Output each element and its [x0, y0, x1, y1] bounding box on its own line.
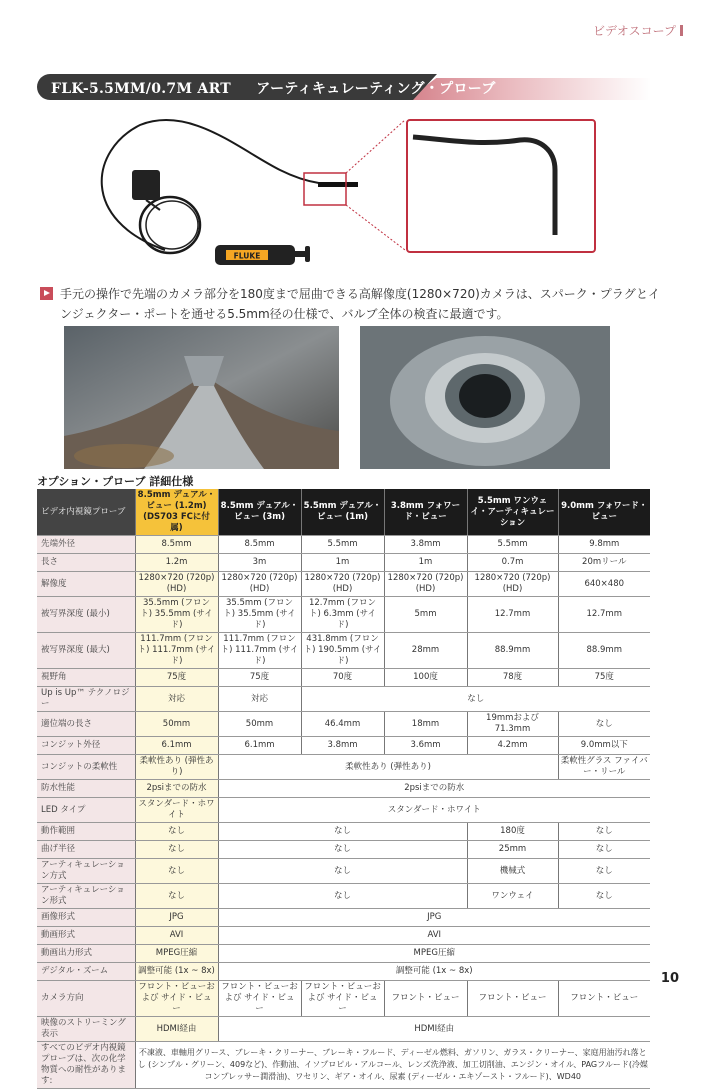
- table-row: [37, 1042, 650, 1089]
- table-cell: 1280×720 (720p) (HD): [467, 572, 558, 597]
- column-header: 8.5mm デュアル・ビュー (3m): [218, 489, 301, 536]
- table-row: [37, 981, 650, 1017]
- row-label: 先端外径: [37, 536, 135, 554]
- table-cell: 9.8mm: [558, 536, 650, 554]
- spec-table: [37, 489, 650, 1089]
- table-cell: 3.8mm: [384, 536, 467, 554]
- table-cell: ワンウェイ: [467, 884, 558, 909]
- table-row: [37, 823, 650, 841]
- table-cell: 35.5mm (フロント) 35.5mm (サイド): [135, 597, 218, 633]
- table-row: [37, 780, 650, 798]
- row-label: デジタル・ズーム: [37, 963, 135, 981]
- table-cell: 6.1mm: [218, 737, 301, 755]
- table-cell: 25mm: [467, 841, 558, 859]
- table-cell: なし: [135, 823, 218, 841]
- table-cell: 431.8mm (フロント) 190.5mm (サイド): [301, 633, 384, 669]
- section-tag: [593, 22, 683, 39]
- page-number: 10: [660, 971, 679, 986]
- table-cell: 5.5mm: [301, 536, 384, 554]
- table-cell: 柔軟性あり (弾性あり): [135, 755, 218, 780]
- table-cell: 機械式: [467, 859, 558, 884]
- table-cell: 1280×720 (720p) (HD): [218, 572, 301, 597]
- table-row: [37, 712, 650, 737]
- table-cell: 1.2m: [135, 554, 218, 572]
- row-label: 曲げ半径: [37, 841, 135, 859]
- row-label: 動作範囲: [37, 823, 135, 841]
- row-label: カメラ方向: [37, 981, 135, 1017]
- row-label: 視野角: [37, 669, 135, 687]
- table-cell: 88.9mm: [558, 633, 650, 669]
- table-cell: MPEG圧縮: [218, 945, 650, 963]
- table-cell: 8.5mm: [218, 536, 301, 554]
- row-label: すべてのビデオ内視鏡プローブは、次の化学物質への耐性があります:: [37, 1042, 135, 1089]
- row-label: 被写界深度 (最大): [37, 633, 135, 669]
- table-cell: 対応: [135, 687, 218, 712]
- table-cell: なし: [558, 884, 650, 909]
- model-number: FLK-5.5MM/0.7M ART: [51, 81, 232, 97]
- table-row: [37, 927, 650, 945]
- table-cell: AVI: [218, 927, 650, 945]
- column-header: 8.5mm デュアル・ビュー (1.2m) (DS703 FCに付属): [135, 489, 218, 536]
- row-label: 解像度: [37, 572, 135, 597]
- page-title: [51, 78, 496, 98]
- column-header: 5.5mm ワンウェイ・アーティキュレーション: [467, 489, 558, 536]
- table-cell: 111.7mm (フロント) 111.7mm (サイド): [218, 633, 301, 669]
- table-row: [37, 687, 650, 712]
- column-header: 3.8mm フォワード・ビュー: [384, 489, 467, 536]
- table-row: [37, 554, 650, 572]
- table-cell: 9.0mm以下: [558, 737, 650, 755]
- row-label: 動画出力形式: [37, 945, 135, 963]
- product-name: アーティキュレーティング・プローブ: [256, 81, 496, 97]
- table-cell: 111.7mm (フロント) 111.7mm (サイド): [135, 633, 218, 669]
- table-cell: 1m: [301, 554, 384, 572]
- table-cell: 3m: [218, 554, 301, 572]
- table-cell: 6.1mm: [135, 737, 218, 755]
- row-label: アーティキュレーション方式: [37, 859, 135, 884]
- row-label: コンジット外径: [37, 737, 135, 755]
- description-text: 手元の操作で先端のカメラ部分を180度まで屈曲できる高解像度(1280×720)カメラは、スパーク・プラグとインジェクター・ポートを通せる5.5mm径の仕様で、バルブ全体の検査に最適です。: [60, 287, 661, 321]
- column-header: 9.0mm フォワード・ビュー: [558, 489, 650, 536]
- table-cell: なし: [218, 859, 467, 884]
- connector-icon: [132, 170, 160, 200]
- row-label: LED タイプ: [37, 798, 135, 823]
- table-cell: 5.5mm: [467, 536, 558, 554]
- table-cell: 1280×720 (720p) (HD): [135, 572, 218, 597]
- table-cell: 1m: [384, 554, 467, 572]
- table-cell: 12.7mm: [558, 597, 650, 633]
- column-header: 5.5mm デュアル・ビュー (1m): [301, 489, 384, 536]
- table-row: [37, 737, 650, 755]
- product-description: [40, 284, 660, 324]
- table-row: [37, 963, 650, 981]
- title-banner: [37, 74, 651, 100]
- table-cell: 78度: [467, 669, 558, 687]
- table-cell: なし: [558, 823, 650, 841]
- table-cell: なし: [135, 884, 218, 909]
- table-cell: フロント・ビュー: [384, 981, 467, 1017]
- table-cell: 50mm: [135, 712, 218, 737]
- table-cell: フロント・ビュー: [467, 981, 558, 1017]
- bore-photo: [360, 326, 610, 469]
- table-cell: なし: [218, 884, 467, 909]
- row-label: 防水性能: [37, 780, 135, 798]
- section-tag-label: ビデオスコープ: [592, 24, 676, 38]
- table-cell: 調整可能 (1x ~ 8x): [218, 963, 650, 981]
- table-cell: 3.8mm: [301, 737, 384, 755]
- table-cell: フロント・ビューおよび サイド・ビュー: [135, 981, 218, 1017]
- table-cell: なし: [218, 841, 467, 859]
- zoom-marker-small: [304, 173, 346, 205]
- table-cell: 75度: [218, 669, 301, 687]
- table-row: [37, 536, 650, 554]
- table-cell: 75度: [135, 669, 218, 687]
- table-cell: なし: [558, 841, 650, 859]
- table-cell: 180度: [467, 823, 558, 841]
- cable-coil: [140, 197, 200, 253]
- row-label: 被写界深度 (最小): [37, 597, 135, 633]
- table-cell: 19mmおよび71.3mm: [467, 712, 558, 737]
- table-cell: 1280×720 (720p) (HD): [384, 572, 467, 597]
- chemical-resistance-cell: 不凍液、車軸用グリース、ブレーキ・クリーナー、ブレーキ・フルード、ディーゼル燃料、ガソリン、ガラス・クリーナー、家庭用油汚れ落とし (シンプル・グリーン、409など)、作動油、イソプロピル・アルコール、レンズ洗浄液、加工切削油、エンジン・オイル、PAGフルード(冷媒コンプレッサー潤滑油)、ワセリン、ギア・オイル、尿素 (ディーゼル・エキゾースト・フルード)、WD40: [135, 1042, 650, 1089]
- table-cell: 3.6mm: [384, 737, 467, 755]
- row-label: 長さ: [37, 554, 135, 572]
- table-cell: フロント・ビューおよび サイド・ビュー: [301, 981, 384, 1017]
- table-cell: なし: [135, 859, 218, 884]
- row-label: アーティキュレーション形式: [37, 884, 135, 909]
- table-cell: 20mリール: [558, 554, 650, 572]
- table-cell: なし: [301, 687, 650, 712]
- table-cell: 100度: [384, 669, 467, 687]
- brand-label: FLUKE: [233, 251, 261, 261]
- row-label: コンジットの柔軟性: [37, 755, 135, 780]
- product-image: [80, 110, 640, 280]
- table-row: [37, 597, 650, 633]
- table-cell: 28mm: [384, 633, 467, 669]
- table-row: [37, 755, 650, 780]
- table-cell: 柔軟性グラス ファイバー・リール: [558, 755, 650, 780]
- table-cell: 1280×720 (720p) (HD): [301, 572, 384, 597]
- table-cell: 柔軟性あり (弾性あり): [218, 755, 558, 780]
- table-cell: JPG: [135, 909, 218, 927]
- table-cell: 5mm: [384, 597, 467, 633]
- spec-table-heading: オプション・プローブ 詳細仕様: [37, 475, 194, 488]
- table-cell: 対応: [218, 687, 301, 712]
- table-cell: 640×480: [558, 572, 650, 597]
- table-row: [37, 633, 650, 669]
- section-tag-marker: [680, 25, 683, 36]
- table-cell: 88.9mm: [467, 633, 558, 669]
- table-cell: なし: [558, 712, 650, 737]
- table-cell: JPG: [218, 909, 650, 927]
- table-row: [37, 669, 650, 687]
- table-cell: 8.5mm: [135, 536, 218, 554]
- table-cell: 46.4mm: [301, 712, 384, 737]
- row-label: 映像のストリーミング表示: [37, 1017, 135, 1042]
- table-header-row: [37, 489, 650, 536]
- table-cell: 12.7mm: [467, 597, 558, 633]
- table-cell: フロント・ビュー: [558, 981, 650, 1017]
- table-cell: 18mm: [384, 712, 467, 737]
- table-cell: 12.7mm (フロント) 6.3mm (サイド): [301, 597, 384, 633]
- table-cell: スタンダード・ホワイト: [218, 798, 650, 823]
- table-cell: 2psiまでの防水: [218, 780, 650, 798]
- table-cell: HDMI経由: [135, 1017, 218, 1042]
- table-row: [37, 572, 650, 597]
- table-cell: 4.2mm: [467, 737, 558, 755]
- table-cell: 2psiまでの防水: [135, 780, 218, 798]
- table-cell: スタンダード・ホワイト: [135, 798, 218, 823]
- row-label: 動画形式: [37, 927, 135, 945]
- table-cell: 75度: [558, 669, 650, 687]
- table-cell: なし: [135, 841, 218, 859]
- row-label: Up is Up™ テクノロジー: [37, 687, 135, 712]
- table-cell: 70度: [301, 669, 384, 687]
- articulation-knob: [305, 246, 310, 262]
- valve-photo: [64, 326, 339, 469]
- row-label: 画像形式: [37, 909, 135, 927]
- table-cell: 35.5mm (フロント) 35.5mm (サイド): [218, 597, 301, 633]
- row-label: 適位端の長さ: [37, 712, 135, 737]
- table-row: [37, 909, 650, 927]
- table-cell: フロント・ビューおよび サイド・ビュー: [218, 981, 301, 1017]
- table-cell: AVI: [135, 927, 218, 945]
- table-row: [37, 859, 650, 884]
- table-row: [37, 841, 650, 859]
- table-cell: 調整可能 (1x ~ 8x): [135, 963, 218, 981]
- bullet-arrow-icon: [40, 287, 53, 300]
- table-cell: 0.7m: [467, 554, 558, 572]
- table-cell: HDMI経由: [218, 1017, 650, 1042]
- table-cell: なし: [558, 859, 650, 884]
- table-cell: なし: [218, 823, 467, 841]
- table-row: [37, 1017, 650, 1042]
- corner-header: ビデオ内視鏡プローブ: [37, 489, 135, 536]
- table-cell: MPEG圧縮: [135, 945, 218, 963]
- table-cell: 50mm: [218, 712, 301, 737]
- table-row: [37, 798, 650, 823]
- probe-tip: [318, 182, 358, 187]
- table-row: [37, 884, 650, 909]
- table-row: [37, 945, 650, 963]
